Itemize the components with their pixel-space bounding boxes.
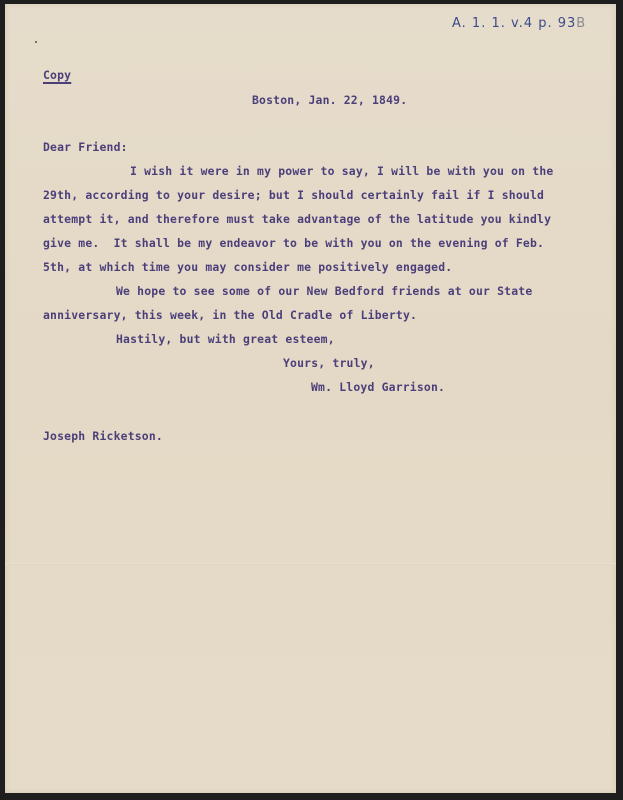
body-line: I wish it were in my power to say, I will be with you on the bbox=[130, 164, 554, 178]
paper-fold-crease bbox=[5, 563, 616, 565]
letter-page bbox=[5, 4, 616, 793]
archive-call-number bbox=[452, 16, 586, 31]
body-line: give me. It shall be my endeavor to be with you on the evening of Feb. bbox=[43, 236, 545, 250]
signature: Wm. Lloyd Garrison. bbox=[311, 380, 446, 394]
body-line: Hastily, but with great esteem, bbox=[116, 332, 335, 346]
closing: Yours, truly, bbox=[283, 356, 375, 370]
body-line: 5th, at which time you may consider me positively engaged. bbox=[43, 260, 453, 274]
archive-call-number-pencil: B bbox=[576, 16, 587, 31]
dateline: Boston, Jan. 22, 1849. bbox=[252, 93, 408, 107]
copy-heading: Copy bbox=[43, 68, 72, 82]
salutation: Dear Friend: bbox=[43, 140, 128, 154]
body-line: We hope to see some of our New Bedford friends at our State bbox=[116, 284, 533, 298]
archive-call-number-ink: A. 1. 1. v.4 p. 93 bbox=[452, 16, 577, 31]
paper-speck bbox=[35, 41, 37, 43]
recipient: Joseph Ricketson. bbox=[43, 429, 163, 443]
body-line: anniversary, this week, in the Old Cradle of Liberty. bbox=[43, 308, 418, 322]
body-line: attempt it, and therefore must take advantage of the latitude you kindly bbox=[43, 212, 552, 226]
body-line: 29th, according to your desire; but I should certainly fail if I should bbox=[43, 188, 545, 202]
